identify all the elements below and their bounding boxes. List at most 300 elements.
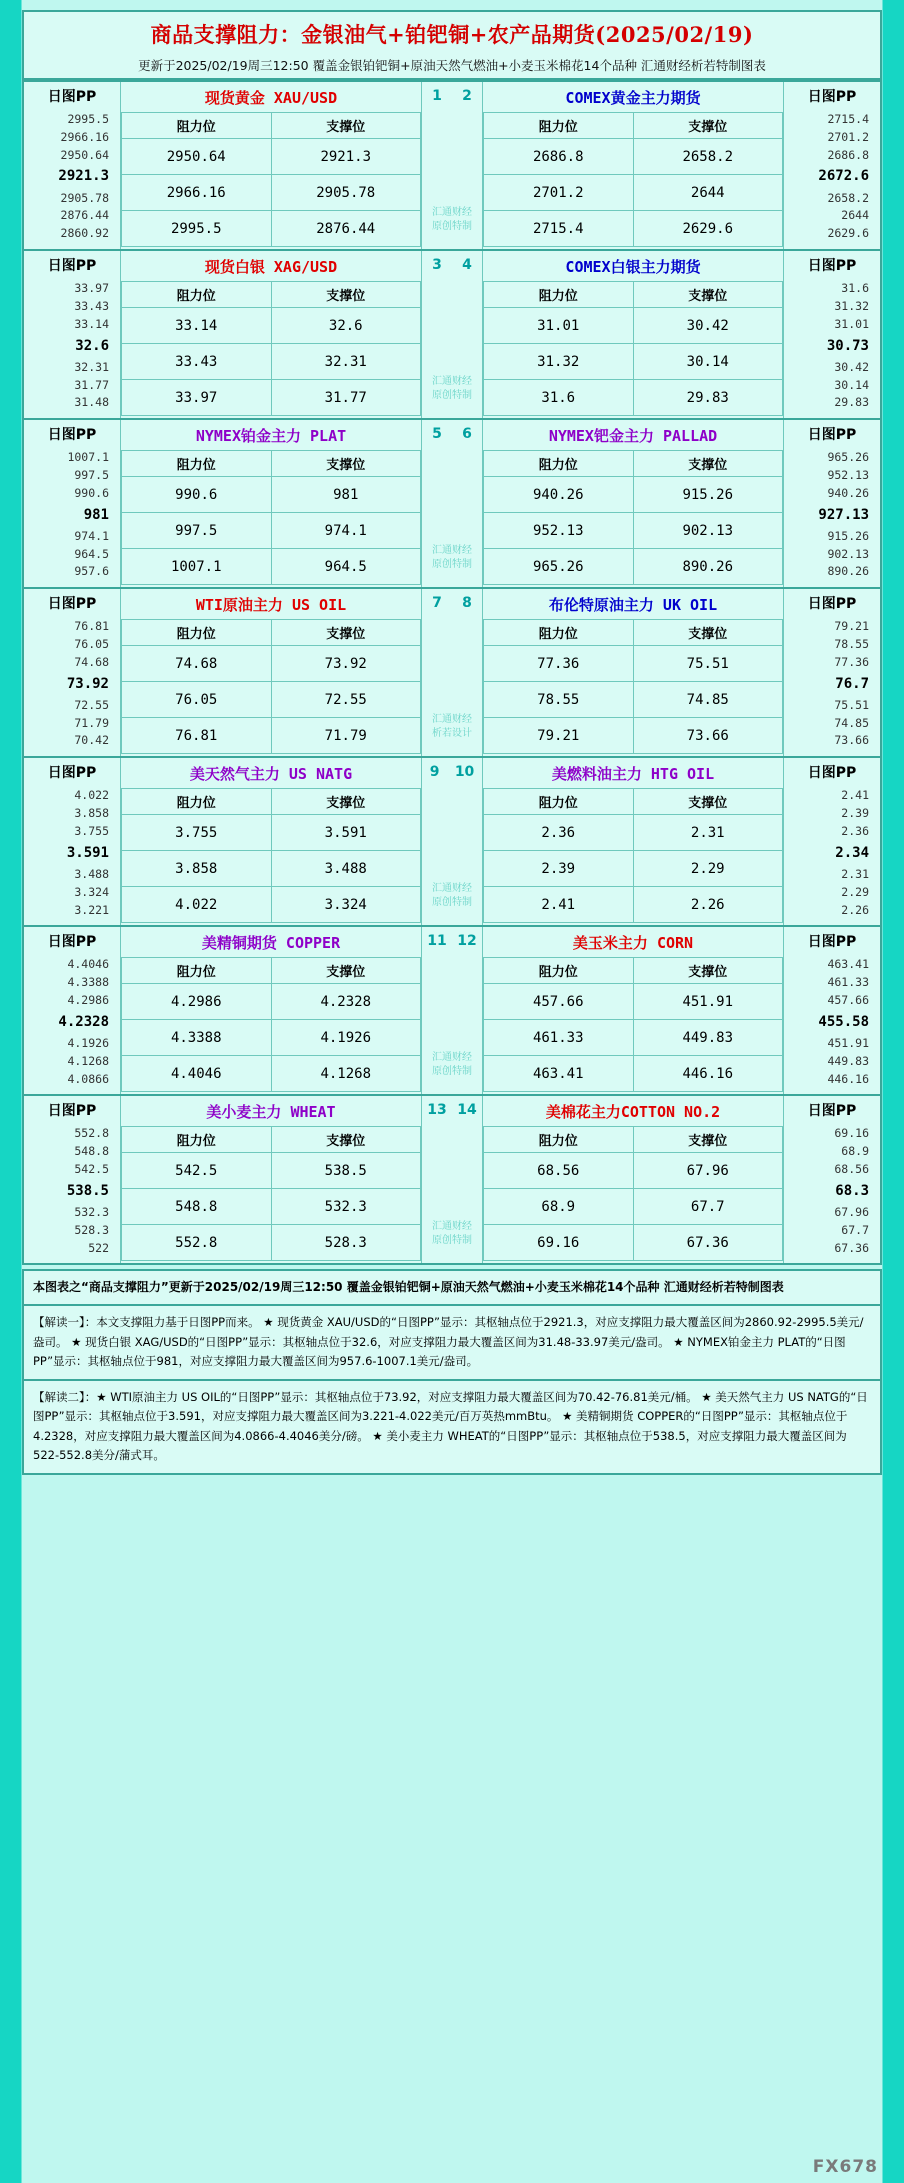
table-row (122, 887, 421, 923)
table-row (484, 984, 783, 1020)
support-value: 915.26 (633, 477, 783, 513)
pivot-side-right (784, 420, 880, 587)
index-number-left: 5 (432, 426, 442, 443)
watermark-line-1: 汇通财经 (432, 1052, 472, 1064)
support-value: 30.14 (633, 344, 783, 380)
table-header-row (484, 451, 783, 477)
resistance-value: 2715.4 (484, 211, 634, 247)
pivot-level-value: 31.32 (834, 298, 869, 313)
col-header-support: 支撑位 (271, 282, 421, 308)
resistance-value: 69.16 (484, 1225, 634, 1261)
resistance-value: 548.8 (122, 1189, 272, 1225)
support-value: 974.1 (271, 513, 421, 549)
watermark-line-2: 原创特制 (432, 896, 472, 908)
pivot-level-value: 4.2986 (67, 992, 109, 1007)
resistance-value: 33.97 (122, 380, 272, 416)
pivot-level-value: 30.14 (834, 377, 869, 392)
pivot-level-value: 2876.44 (60, 208, 109, 223)
pivot-level-value: 446.16 (827, 1071, 869, 1086)
resistance-value: 2950.64 (122, 139, 272, 175)
col-header-support: 支撑位 (271, 451, 421, 477)
col-header-resistance: 阻力位 (122, 1127, 272, 1153)
table-header-row (484, 113, 783, 139)
support-value: 4.1926 (271, 1020, 421, 1056)
table-row (484, 344, 783, 380)
resistance-value: 76.05 (122, 682, 272, 718)
col-header-support: 支撑位 (271, 1127, 421, 1153)
instrument-title: 美天然气主力 US NATG (189, 765, 353, 784)
pivot-level-value: 67.7 (841, 1222, 869, 1237)
col-header-resistance: 阻力位 (484, 620, 634, 646)
pivot-side-left (24, 589, 120, 756)
center-watermark (432, 544, 472, 571)
pivot-level-value: 952.13 (827, 467, 869, 482)
col-header-resistance: 阻力位 (484, 958, 634, 984)
table-header-row (122, 282, 421, 308)
pivot-point-value: 2921.3 (58, 168, 109, 185)
pivot-level-value: 67.96 (834, 1205, 869, 1219)
index-row (422, 933, 482, 949)
levels-table (483, 281, 783, 416)
support-value: 3.488 (271, 851, 421, 887)
support-value: 2658.2 (633, 139, 783, 175)
pivot-side-right (784, 1096, 880, 1263)
col-header-resistance: 阻力位 (122, 789, 272, 815)
pivot-level-value: 76.81 (74, 619, 109, 634)
instrument-title: 现货白银 XAG/USD (204, 258, 338, 277)
center-watermark (432, 375, 472, 402)
instrument-title: 布伦特原油主力 UK OIL (548, 596, 718, 615)
resistance-value: 4.3388 (122, 1020, 272, 1056)
resistance-value: 2966.16 (122, 175, 272, 211)
pivot-point-value: 68.3 (835, 1182, 869, 1199)
index-number-left: 13 (427, 1102, 447, 1119)
col-header-resistance: 阻力位 (484, 789, 634, 815)
pivot-side-left (24, 251, 120, 418)
instrument-panel-right (482, 927, 784, 1094)
resistance-value: 952.13 (484, 513, 634, 549)
index-number-right: 10 (454, 764, 475, 781)
instrument-panel-right (482, 1096, 784, 1263)
table-row (484, 549, 783, 585)
instrument-title: COMEX黄金主力期货 (565, 89, 701, 107)
instrument-block (22, 589, 882, 758)
table-row (484, 682, 783, 718)
index-number-left: 1 (432, 88, 442, 104)
support-value: 75.51 (633, 646, 783, 682)
support-value: 71.79 (271, 718, 421, 754)
pivot-level-value: 522 (88, 1240, 109, 1255)
table-row (122, 1020, 421, 1056)
pivot-level-value: 548.8 (74, 1144, 109, 1159)
table-row (122, 646, 421, 682)
support-value: 73.66 (633, 718, 783, 754)
pivot-level-value: 2995.5 (67, 112, 109, 126)
table-header-row (122, 113, 421, 139)
index-number-left: 7 (432, 595, 442, 612)
table-row (484, 1153, 783, 1189)
resistance-value: 68.9 (484, 1189, 634, 1225)
pivot-level-value: 2658.2 (827, 190, 869, 205)
pivot-point-value: 538.5 (66, 1182, 109, 1199)
table-header-row (484, 958, 783, 984)
resistance-value: 77.36 (484, 646, 634, 682)
center-watermark (432, 882, 472, 909)
col-header-support: 支撑位 (633, 282, 783, 308)
support-value: 29.83 (633, 380, 783, 416)
table-header-row (122, 620, 421, 646)
pivot-level-value: 3.221 (74, 902, 109, 917)
page-title: 商品支撑阻力：金银油气+铂钯铜+农产品期货(2025/02/19) (150, 22, 754, 47)
col-header-resistance: 阻力位 (122, 451, 272, 477)
table-row (484, 718, 783, 754)
resistance-value: 31.32 (484, 344, 634, 380)
instrument-title: NYMEX钯金主力 PALLAD (548, 427, 718, 446)
watermark-line-1: 汇通财经 (432, 545, 472, 557)
pivot-level-value: 3.755 (74, 823, 109, 838)
watermark-line-2: 原创特制 (432, 1234, 472, 1246)
pivot-point-value: 4.2328 (58, 1013, 109, 1030)
pivot-point-value: 927.13 (818, 506, 869, 523)
side-header: 日图PP (807, 765, 857, 782)
levels-table (483, 1126, 783, 1261)
pivot-level-value: 2715.4 (827, 112, 869, 126)
pivot-level-value: 3.858 (74, 806, 109, 821)
pivot-level-value: 965.26 (827, 450, 869, 465)
levels-table (121, 112, 421, 247)
side-header: 日图PP (47, 1103, 97, 1120)
index-row (422, 1102, 482, 1118)
resistance-value: 965.26 (484, 549, 634, 585)
pivot-level-value: 2.39 (841, 806, 869, 821)
watermark-line-2: 原创特制 (432, 389, 472, 401)
table-row (484, 513, 783, 549)
support-value: 2644 (633, 175, 783, 211)
instrument-block (22, 80, 882, 251)
pivot-point-value: 981 (83, 506, 109, 523)
levels-table (483, 112, 783, 247)
support-value: 67.36 (633, 1225, 783, 1261)
instrument-title: 美棉花主力COTTON NO.2 (545, 1103, 721, 1122)
pivot-level-value: 4.3388 (67, 975, 109, 990)
resistance-value: 68.56 (484, 1153, 634, 1189)
pivot-level-value: 29.83 (834, 395, 869, 410)
side-header: 日图PP (807, 89, 857, 105)
resistance-value: 2.39 (484, 851, 634, 887)
resistance-value: 990.6 (122, 477, 272, 513)
table-row (122, 1225, 421, 1261)
table-header-row (122, 789, 421, 815)
col-header-support: 支撑位 (633, 113, 783, 139)
pivot-point-value: 76.7 (835, 675, 869, 692)
instrument-block (22, 251, 882, 420)
index-row (422, 595, 482, 611)
pivot-level-value: 542.5 (74, 1162, 109, 1176)
pivot-level-value: 4.0866 (67, 1071, 109, 1086)
resistance-value: 2995.5 (122, 211, 272, 247)
resistance-value: 2.36 (484, 815, 634, 851)
resistance-value: 3.755 (122, 815, 272, 851)
support-value: 74.85 (633, 682, 783, 718)
table-header-row (484, 282, 783, 308)
pivot-level-value: 33.97 (74, 281, 109, 296)
pivot-level-value: 552.8 (74, 1126, 109, 1141)
pivot-level-value: 77.36 (834, 654, 869, 669)
instrument-panel-right (482, 420, 784, 587)
table-row (122, 308, 421, 344)
pivot-level-value: 75.51 (834, 697, 869, 712)
table-row (122, 984, 421, 1020)
side-header: 日图PP (47, 596, 97, 613)
center-index-column (422, 927, 482, 1094)
col-header-support: 支撑位 (633, 789, 783, 815)
watermark-line-2: 原创特制 (432, 220, 472, 232)
pivot-level-value: 457.66 (827, 992, 869, 1007)
index-number-left: 9 (429, 764, 440, 781)
page-subtitle: 更新于2025/02/19周三12:50 覆盖金银铂钯铜+原油天然气燃油+小麦玉米棉花14个品种 汇通财经析若特制图表 (138, 58, 766, 73)
pivot-side-left (24, 82, 120, 249)
instrument-panel-left (120, 82, 422, 249)
resistance-value: 2.41 (484, 887, 634, 923)
side-header: 日图PP (47, 427, 97, 444)
pivot-level-value: 990.6 (74, 485, 109, 500)
pivot-level-value: 451.91 (827, 1035, 869, 1050)
resistance-value: 4.4046 (122, 1056, 272, 1092)
pivot-level-value: 72.55 (74, 697, 109, 712)
pivot-side-left (24, 758, 120, 925)
side-header: 日图PP (807, 934, 857, 951)
index-row (422, 426, 482, 442)
table-row (122, 1056, 421, 1092)
instrument-panel-right (482, 589, 784, 756)
pivot-level-value: 2701.2 (827, 129, 869, 144)
table-row (122, 344, 421, 380)
center-watermark (432, 1220, 472, 1247)
center-watermark (432, 713, 472, 740)
watermark-line-2: 析若设计 (432, 727, 472, 739)
instrument-title: NYMEX铂金主力 PLAT (195, 427, 347, 446)
pivot-level-value: 32.31 (74, 359, 109, 374)
resistance-value: 4.2986 (122, 984, 272, 1020)
col-header-support: 支撑位 (633, 451, 783, 477)
resistance-value: 3.858 (122, 851, 272, 887)
resistance-value: 940.26 (484, 477, 634, 513)
pivot-level-value: 69.16 (834, 1126, 869, 1141)
pivot-level-value: 532.3 (74, 1205, 109, 1219)
pivot-side-left (24, 420, 120, 587)
instrument-title: WTI原油主力 US OIL (195, 596, 347, 615)
pivot-level-value: 4.022 (74, 788, 109, 803)
col-header-resistance: 阻力位 (484, 451, 634, 477)
levels-table (121, 450, 421, 585)
pivot-point-value: 2.34 (835, 844, 869, 861)
table-row (484, 477, 783, 513)
pivot-level-value: 461.33 (827, 975, 869, 990)
col-header-support: 支撑位 (271, 789, 421, 815)
instrument-panel-left (120, 589, 422, 756)
index-number-right: 12 (457, 933, 477, 950)
center-watermark (432, 206, 472, 233)
pivot-level-value: 78.55 (834, 637, 869, 651)
table-row (122, 139, 421, 175)
side-header: 日图PP (47, 765, 97, 782)
levels-table (483, 788, 783, 923)
col-header-support: 支撑位 (633, 958, 783, 984)
index-row (422, 764, 482, 780)
table-row (122, 718, 421, 754)
support-value: 964.5 (271, 549, 421, 585)
watermark-line-2: 原创特制 (432, 1065, 472, 1077)
pivot-level-value: 2905.78 (60, 190, 109, 205)
pivot-side-right (784, 82, 880, 249)
table-row (484, 887, 783, 923)
watermark-line-1: 汇通财经 (432, 1221, 472, 1233)
pivot-level-value: 2.26 (841, 902, 869, 917)
blocks-container (22, 80, 882, 1265)
index-row (422, 257, 482, 273)
instrument-title: 美小麦主力 WHEAT (206, 1103, 336, 1122)
index-number-left: 11 (427, 933, 447, 950)
pivot-level-value: 957.6 (74, 564, 109, 579)
pivot-point-value: 2672.6 (818, 168, 869, 185)
center-watermark (432, 1051, 472, 1078)
support-value: 451.91 (633, 984, 783, 1020)
resistance-value: 79.21 (484, 718, 634, 754)
pivot-level-value: 2860.92 (60, 226, 109, 241)
pivot-side-right (784, 251, 880, 418)
pivot-level-value: 4.1268 (67, 1053, 109, 1068)
center-index-column (422, 589, 482, 756)
watermark-line-1: 汇通财经 (432, 883, 472, 895)
watermark-line-2: 原创特制 (432, 558, 472, 570)
support-value: 981 (271, 477, 421, 513)
table-row (122, 477, 421, 513)
support-value: 2876.44 (271, 211, 421, 247)
note-one-text: 【解读一】：本文支撑阻力基于日图PP而来。 ★ 现货黄金 XAU/USD的“日图PP”显示：其枢轴点位于2921.3，对应支撑阻力最大覆盖区间为2860.92-2995.5美元/盎司。 ★ 现货白银 XAG/USD的“日图PP”显示：其枢轴点位于32.6，对应支撑阻力最大覆盖区间为31.48-33.97美元/盎司。 ★ NYMEX铂金主力 PLAT的“日图PP”显示：其枢轴点位于981，对应支撑阻力最大覆盖区间为957.6-1007.1美元/盎司。 (33, 1315, 864, 1369)
pivot-point-value: 455.58 (818, 1013, 869, 1030)
resistance-value: 997.5 (122, 513, 272, 549)
levels-table (121, 281, 421, 416)
instrument-title: 现货黄金 XAU/USD (204, 89, 338, 107)
index-number-right: 6 (462, 426, 472, 443)
support-value: 32.31 (271, 344, 421, 380)
table-row (484, 380, 783, 416)
pivot-level-value: 890.26 (827, 564, 869, 579)
instrument-panel-left (120, 251, 422, 418)
levels-table (121, 1126, 421, 1261)
support-value: 72.55 (271, 682, 421, 718)
support-value: 30.42 (633, 308, 783, 344)
instrument-title: 美玉米主力 CORN (572, 934, 694, 953)
pivot-point-value: 3.591 (66, 844, 109, 861)
center-index-column (422, 758, 482, 925)
pivot-level-value: 2.41 (841, 788, 869, 803)
instrument-panel-right (482, 251, 784, 418)
center-index-column (422, 82, 482, 249)
table-row (122, 851, 421, 887)
pivot-level-value: 67.36 (834, 1240, 869, 1255)
pivot-level-value: 70.42 (74, 733, 109, 748)
support-value: 538.5 (271, 1153, 421, 1189)
index-number-right: 4 (462, 257, 472, 274)
table-row (122, 175, 421, 211)
instrument-panel-left (120, 1096, 422, 1263)
pivot-level-value: 74.85 (834, 715, 869, 730)
support-value: 528.3 (271, 1225, 421, 1261)
resistance-value: 461.33 (484, 1020, 634, 1056)
table-row (122, 1153, 421, 1189)
pivot-level-value: 30.42 (834, 359, 869, 374)
table-header-row (122, 451, 421, 477)
col-header-support: 支撑位 (271, 620, 421, 646)
index-number-left: 3 (432, 257, 442, 274)
support-value: 902.13 (633, 513, 783, 549)
table-header-row (122, 1127, 421, 1153)
levels-table (483, 957, 783, 1092)
support-value: 2921.3 (271, 139, 421, 175)
instrument-panel-right (482, 758, 784, 925)
pivot-side-left (24, 1096, 120, 1263)
support-value: 67.96 (633, 1153, 783, 1189)
levels-table (121, 788, 421, 923)
side-header: 日图PP (807, 258, 857, 275)
note-one (22, 1306, 882, 1381)
table-row (122, 549, 421, 585)
support-value: 2905.78 (271, 175, 421, 211)
resistance-value: 31.01 (484, 308, 634, 344)
col-header-resistance: 阻力位 (484, 1127, 634, 1153)
pivot-level-value: 2966.16 (60, 129, 109, 144)
support-value: 890.26 (633, 549, 783, 585)
table-row (484, 1056, 783, 1092)
resistance-value: 2701.2 (484, 175, 634, 211)
pivot-level-value: 915.26 (827, 528, 869, 543)
pivot-level-value: 2629.6 (827, 226, 869, 241)
table-row (484, 1225, 783, 1261)
instrument-panel-right (482, 82, 784, 249)
note-two-text: 【解读二】：★ WTI原油主力 US OIL的“日图PP”显示：其枢轴点位于73.92，对应支撑阻力最大覆盖区间为70.42-76.81美元/桶。 ★ 美天然气主力 US NATG的“日图PP”显示：其枢轴点位于3.591，对应支撑阻力最大覆盖区间为3.221-4.022美元/百万英热mmBtu。 ★ 美精铜期货 COPPER的“日图PP”显示：其枢轴点位于4.2328，对应支撑阻力最大覆盖区间为4.0866-4.4046美分/磅。 ★ 美小麦主力 WHEAT的“日图PP”显示：其枢轴点位于538.5，对应支撑阻力最大覆盖区间为522-552.8美分/蒲式耳。 (33, 1389, 868, 1463)
index-number-right: 8 (462, 595, 472, 612)
pivot-level-value: 68.9 (841, 1144, 869, 1159)
pivot-level-value: 73.66 (834, 733, 869, 748)
watermark-line-1: 汇通财经 (432, 207, 472, 219)
col-header-resistance: 阻力位 (484, 282, 634, 308)
table-row (122, 380, 421, 416)
pivot-level-value: 528.3 (74, 1222, 109, 1237)
col-header-resistance: 阻力位 (122, 113, 272, 139)
table-row (484, 646, 783, 682)
center-index-column (422, 251, 482, 418)
pivot-level-value: 463.41 (827, 957, 869, 972)
levels-table (121, 957, 421, 1092)
pivot-side-right (784, 589, 880, 756)
pivot-level-value: 2644 (841, 208, 869, 223)
support-value: 532.3 (271, 1189, 421, 1225)
brand-watermark: FX678 (812, 2157, 878, 2177)
index-row (422, 88, 482, 104)
pivot-side-right (784, 758, 880, 925)
pivot-level-value: 31.77 (74, 377, 109, 392)
resistance-value: 4.022 (122, 887, 272, 923)
pivot-side-right (784, 927, 880, 1094)
pivot-point-value: 30.73 (826, 337, 869, 354)
table-row (484, 851, 783, 887)
center-index-column (422, 420, 482, 587)
support-value: 2629.6 (633, 211, 783, 247)
resistance-value: 542.5 (122, 1153, 272, 1189)
table-row (484, 139, 783, 175)
support-value: 2.26 (633, 887, 783, 923)
